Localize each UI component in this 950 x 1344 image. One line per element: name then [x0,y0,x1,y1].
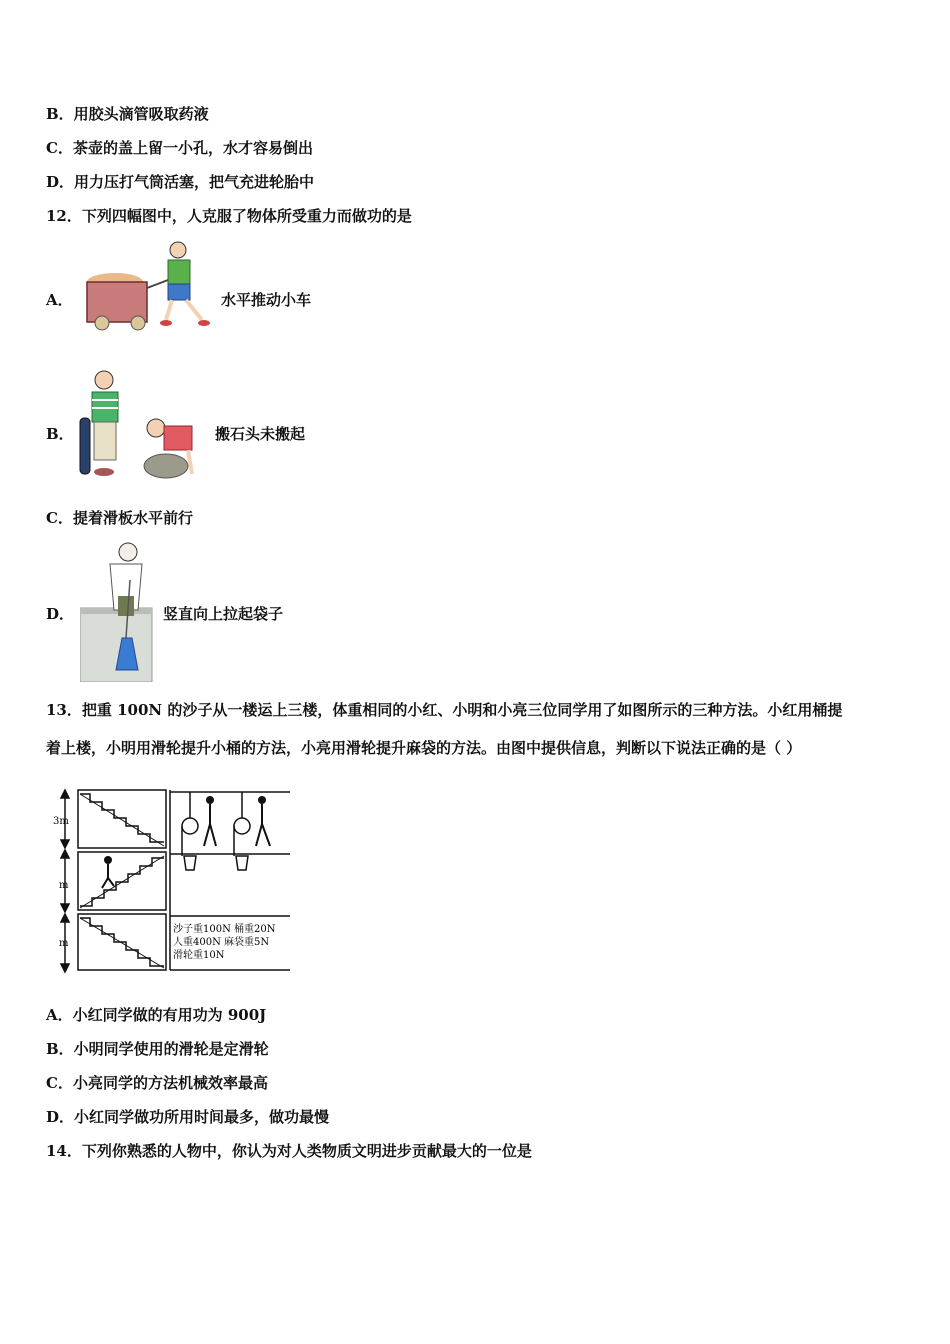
pushing-cart-illustration [80,238,220,333]
q12-option-a-label: A． [46,291,73,309]
q13-stem-line2: 着上楼，小明用滑轮提升小桶的方法，小亮用滑轮提升麻袋的方法。由图中提供信息，判断以下说法正确的是（ ） [46,739,802,757]
three-methods-diagram [50,786,300,976]
q13-option-a: A．小红同学做的有用功为 900J [46,1006,267,1024]
q12-option-d-label: D． [46,605,75,623]
q12-option-b-label: B． [46,425,74,443]
figure-info-line1: 沙子重100N 桶重20N [173,924,276,935]
figure-info-line3: 滑轮重10N [173,950,225,961]
q12-option-c [46,507,193,528]
height-label-3: m [59,938,69,949]
q13-option-b: B．小明同学使用的滑轮是定滑轮 [46,1040,269,1058]
q13-stem-line1: 13．把重 100N 的沙子从一楼运上三楼，体重相同的小红、小明和小亮三位同学用了如图所示的三种方法。小红用桶提 [46,701,843,719]
q11-option-d: D．用力压打气筒活塞，把气充进轮胎中 [46,173,315,191]
q12-option-d-caption: 竖直向上拉起袋子 [163,605,284,623]
figure-info-line2: 人重400N 麻袋重5N [173,937,270,948]
lifting-bag-illustration [80,540,160,682]
q13-option-d: D．小红同学做功所用时间最多，做功最慢 [46,1108,330,1126]
height-label-2: m [59,880,69,891]
q12-option-b-caption: 搬石头未搬起 [215,425,306,443]
q11-option-c: C．茶壶的盖上留一小孔，水才容易倒出 [46,139,313,157]
q12-stem: 12．下列四幅图中，人克服了物体所受重力而做功的是 [46,207,412,225]
height-label-1: 3m [53,816,69,827]
q12-option-a-caption: 水平推动小车 [221,291,312,309]
q11-option-b: B．用胶头滴管吸取药液 [46,105,209,123]
skateboard-and-stone-illustration [78,368,218,483]
q12-option-c-caption: 提着滑板水平前行 [72,509,193,527]
q12-option-c-label: C． [46,509,73,527]
q13-option-c: C．小亮同学的方法机械效率最高 [46,1074,268,1092]
q14-stem: 14．下列你熟悉的人物中，你认为对人类物质文明进步贡献最大的一位是 [46,1142,532,1160]
